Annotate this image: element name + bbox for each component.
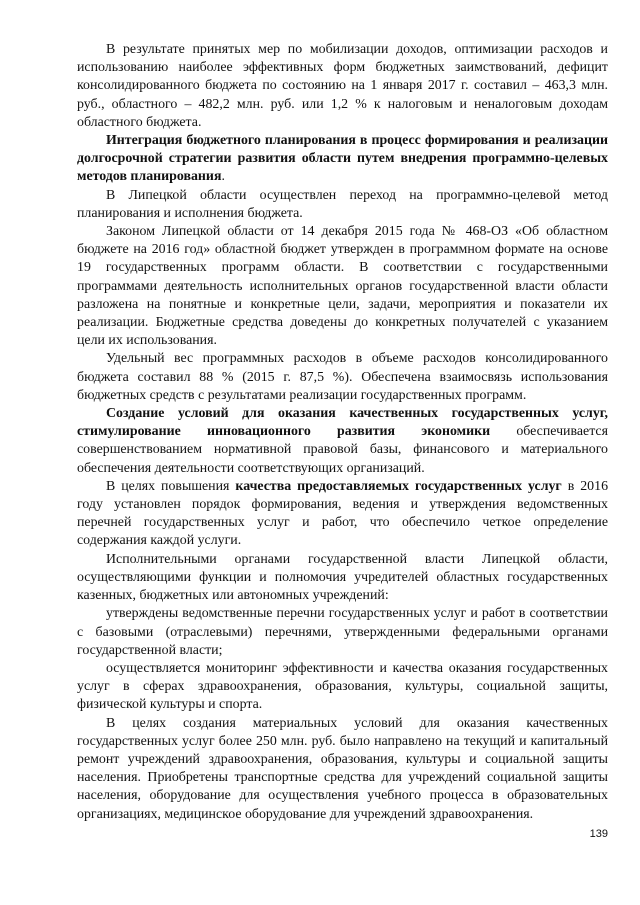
paragraph-bold-text: Интеграция бюджетного планирования в процесс формирования и реализации долгосрочной стратегии развития области путем внедрения программно-целевых методов планирования	[77, 133, 608, 185]
paragraph-text: Исполнительными органами государственной власти Липецкой области, осуществляющими функции и полномочия учредителей областных государственных казенных, бюджетных или автономных учреждений:	[77, 551, 608, 604]
paragraph-material-conditions	[77, 715, 608, 824]
paragraph-text: обеспечивается совершенствованием нормативной правовой базы, финансового и материального обеспечения деятельности соответствующих организаций.	[77, 424, 608, 476]
paragraph-quality-services-heading	[77, 405, 608, 478]
paragraph-executive-bodies	[77, 551, 608, 606]
paragraph-service-quality	[77, 478, 608, 551]
paragraph-bold-text: качества предоставляемых государственных услуг	[235, 478, 562, 494]
paragraph-program-share	[77, 350, 608, 405]
paragraph-budget-law	[77, 223, 608, 350]
paragraph-integration-heading	[77, 132, 608, 187]
paragraph-text: .	[221, 169, 225, 185]
document-body	[77, 41, 608, 824]
paragraph-text: Удельный вес программных расходов в объеме расходов консолидированного бюджета составил 88 % (2015 г. 87,5 %). Обеспечена взаимосвязь использования бюджетных средств с результатами реализации государственных программ.	[77, 351, 608, 403]
paragraph-text: В целях создания материальных условий для оказания качественных государственных услуг более 250 млн. руб. было направлено на текущий и капитальный ремонт учреждений здравоохранения, образования, культуры и социальной защиты населения. Приобретены транспортные средства для учреждений социальной защиты населения, оборудование для осуществления учебного процесса в образовательных организациях, медицинское оборудование для учреждений здравоохранения.	[77, 715, 608, 822]
paragraph-text: В результате принятых мер по мобилизации доходов, оптимизации расходов и использованию наиболее эффективных форм бюджетных заимствований, дефицит консолидированного бюджета по состоянию на 1 января 2017 г. составил – 463,3 млн. руб., областного – 482,2 млн. руб. или 1,2 % к налоговым и неналоговым доходам областного бюджета.	[77, 42, 608, 130]
paragraph-text: В целях повышения	[106, 478, 236, 494]
paragraph-text: в 2016 году установлен порядок формирования, ведения и утверждения ведомственных перечней государственных услуг и работ, что обеспечило четкое определение содержания каждой услуги.	[77, 478, 609, 549]
paragraph-text: Законом Липецкой области от 14 декабря 2015 года № 468-ОЗ «Об областном бюджете на 2016 год» областной бюджет утвержден в программном формате на основе 19 государственных программ области. В соответствии с государственными программами деятельность исполнительных органов государственной власти области разложена на понятные и конкретные цели, задачи, мероприятия и показатели их реализации. Бюджетные средства доведены до конкретных получателей с указанием цели их использования.	[77, 224, 608, 349]
paragraph-text: утверждены ведомственные перечни государственных услуг и работ в соответствии с базовыми (отраслевыми) перечнями, утвержденными федеральными органами государственной власти;	[77, 606, 608, 658]
paragraph-bold-text: Создание условий для оказания качественных государственных услуг, стимулирование инновационного развития экономики	[77, 406, 608, 440]
paragraph-deficit-results	[77, 41, 608, 132]
paragraph-program-transition	[77, 187, 608, 223]
paragraph-text: осуществляется мониторинг эффективности и качества оказания государственных услуг в сферах здравоохранения, образования, культуры, социальной защиты, физической культуры и спорта.	[77, 660, 608, 713]
paragraph-text: В Липецкой области осуществлен переход на программно-целевой метод планирования и исполнения бюджета.	[77, 187, 608, 221]
page-number: 139	[589, 828, 608, 840]
paragraph-list-item-monitoring	[77, 660, 608, 715]
paragraph-list-item-approved	[77, 605, 608, 660]
